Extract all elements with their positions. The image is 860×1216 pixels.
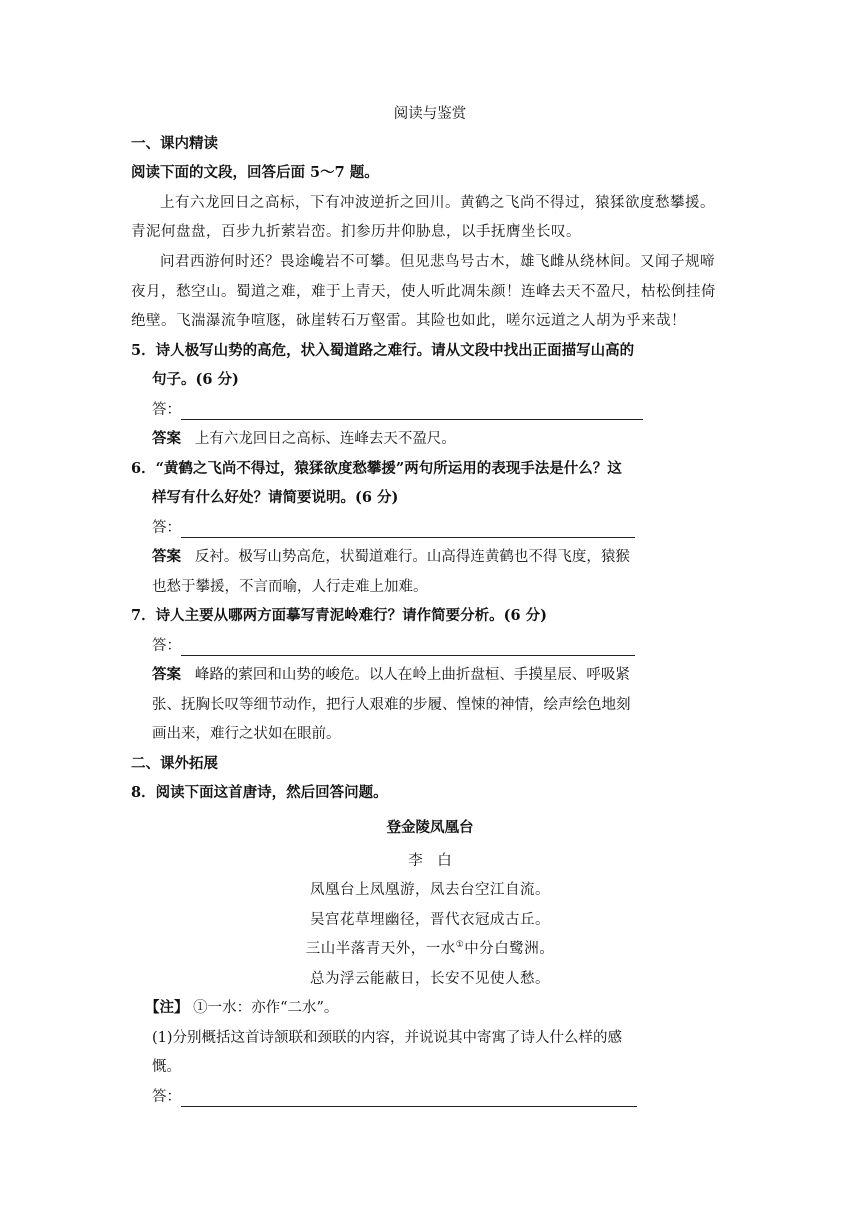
answer-blank[interactable] [181, 405, 643, 420]
section-heading-1: 一、课内精读 [131, 135, 218, 152]
poem-line-part: 中分白鹭洲。 [464, 941, 555, 957]
answer-key-text: 反衬。极写山势高危，状蜀道难行。山高得连黄鹤也不得飞度，猿猴 [194, 549, 630, 565]
reading-instruction: 阅读下面的文段，回答后面 5～7 题。 [131, 164, 379, 181]
answer-key-7-cont: 画出来，难行之状如在眼前。 [152, 726, 341, 742]
passage-line: 绝壁。飞湍瀑流争喧豗，砯崖转石万壑雷。其险也如此，嗟尔远道之人胡为乎来哉！ [131, 313, 686, 329]
answer-prefix: 答： [152, 1089, 181, 1105]
answer-prefix: 答： [152, 402, 181, 418]
passage-line: 夜月，愁空山。蜀道之难，难于上青天，使人听此凋朱颜！连峰去天不盈尺，枯松倒挂倚 [131, 284, 716, 300]
answer-key-label: 答案 [152, 666, 181, 683]
poem-line: 总为浮云能蔽日，长安不见使人愁。 [310, 971, 550, 987]
sub-question-1-cont: 慨。 [152, 1059, 181, 1075]
answer-key-7-cont: 张、抚胸长叹等细节动作，把行人艰难的步履、惶悚的神情，绘声绘色地刻 [152, 697, 631, 713]
poem-author: 李 白 [408, 853, 452, 869]
answer-prefix: 答： [152, 638, 181, 654]
answer-key-text: 峰路的萦回和山势的峻危。以人在岭上曲折盘桓、手摸星辰、呼吸紧 [194, 667, 630, 683]
question-5-cont: 句子。(6 分) [152, 371, 239, 388]
answer-blank[interactable] [181, 1092, 637, 1107]
question-5: 5．诗人极写山势的高危，状入蜀道路之难行。请从文段中找出正面描写山高的 [131, 342, 635, 359]
answer-key-label: 答案 [152, 548, 181, 565]
poem-line: 凤凰台上凤凰游，凤去台空江自流。 [310, 882, 550, 898]
question-6: 6．“黄鹤之飞尚不得过，猿猱欲度愁攀援”两句所运用的表现手法是什么？这 [131, 460, 622, 477]
passage-line: 上有六龙回日之高标，下有冲波逆折之回川。黄鹤之飞尚不得过，猿猱欲度愁攀援。 [160, 195, 715, 211]
poem-title: 登金陵凤凰台 [386, 820, 474, 836]
poem-line [0, 939, 860, 959]
poem-line-part: 三山半落青天外，一水 [305, 941, 456, 957]
answer-blank[interactable] [181, 641, 635, 656]
answer-prefix: 答： [152, 520, 181, 536]
answer-key-6-cont: 也愁于攀援，不言而喻，人行走难上加难。 [152, 579, 428, 595]
sub-question-1: (1)分别概括这首诗颔联和颈联的内容，并说说其中寄寓了诗人什么样的感 [152, 1030, 623, 1046]
passage-line: 青泥何盘盘，百步九折萦岩峦。扪参历井仰胁息，以手抚膺坐长叹。 [131, 224, 581, 240]
answer-key-7 [152, 665, 630, 685]
answer-line-7 [152, 636, 635, 656]
answer-key-text: 上有六龙回日之高标、连峰去天不盈尺。 [194, 431, 456, 447]
poem-note [145, 998, 338, 1018]
poem-line: 吴宫花草埋幽径，晋代衣冠成古丘。 [310, 912, 550, 928]
question-6-cont: 样写有什么好处？请简要说明。(6 分) [152, 489, 399, 506]
section-heading-2: 二、课外拓展 [131, 755, 218, 772]
answer-line-5 [152, 400, 643, 420]
passage-line: 问君西游何时还？畏途巉岩不可攀。但见悲鸟号古木，雄飞雌从绕林间。又闻子规啼 [160, 254, 715, 270]
page-title: 阅读与鉴赏 [393, 106, 467, 122]
answer-line-8 [152, 1087, 637, 1107]
answer-key-label: 答案 [152, 430, 181, 447]
answer-key-5 [152, 429, 456, 449]
answer-key-6 [152, 547, 630, 567]
question-7: 7．诗人主要从哪两方面摹写青泥岭难行？请作简要分析。(6 分) [131, 607, 547, 624]
note-text: ①一水：亦作“二水”。 [193, 1000, 339, 1016]
note-label: 【注】 [145, 999, 189, 1016]
question-8: 8．阅读下面这首唐诗，然后回答问题。 [131, 784, 388, 801]
footnote-marker: ① [455, 940, 465, 951]
answer-blank[interactable] [181, 523, 635, 538]
answer-line-6 [152, 518, 635, 538]
